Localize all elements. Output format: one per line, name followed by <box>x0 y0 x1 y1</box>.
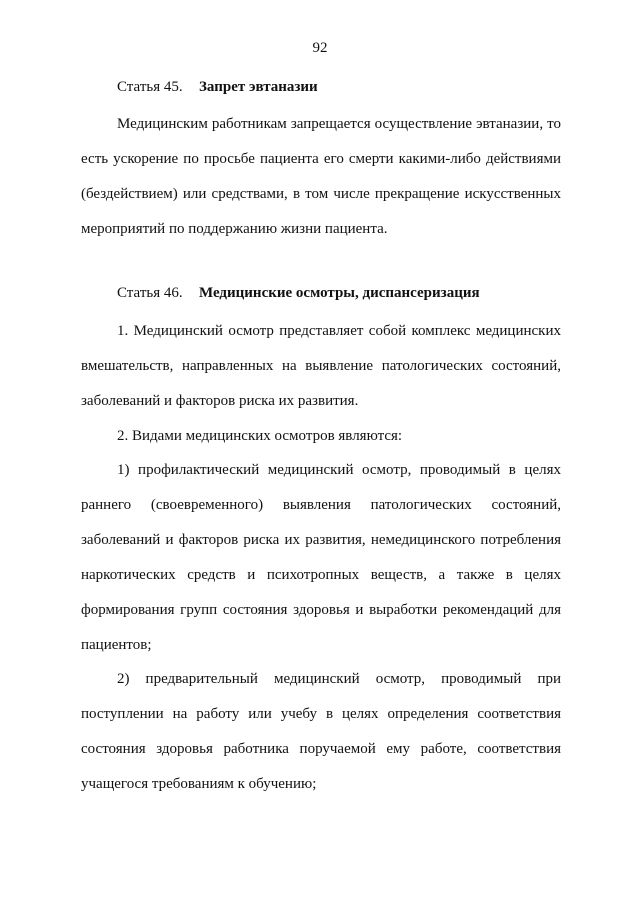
article-45-label: Статья 45. <box>117 79 183 95</box>
article-45-heading <box>117 79 318 96</box>
article-46-paragraph-1: 1. Медицинский осмотр представляет собой комплекс медицинских вмешательств, направленных на выявление патологических состояний, заболеваний и факторов риска их развития. <box>81 323 561 409</box>
article-46-paragraph-2: 2. Видами медицинских осмотров являются: <box>117 428 403 444</box>
article-45-paragraph-1: Медицинским работникам запрещается осуществление эвтаназии, то есть ускорение по просьбе пациента его смерти какими-либо действиями (бездействием) или средствами, в том числе прекращение искусственных мероприятий по поддержанию жизни пациента. <box>81 116 561 237</box>
page-number: 92 <box>312 40 328 56</box>
article-46-paragraph-3: 1) профилактический медицинский осмотр, проводимый в целях раннего (своевременного) выявления патологических состояний, заболеваний и факторов риска их развития, немедицинского потребления наркотических средств и психотропных веществ, а также в целях формирования групп состояния здоровья и выработки рекомендаций для пациентов; <box>81 462 561 653</box>
article-46-heading <box>117 285 480 302</box>
article-46-paragraph-4: 2) предварительный медицинский осмотр, проводимый при поступлении на работу или учебу в целях определения соответствия состояния здоровья работника поручаемой ему работе, соответствия учащегося требованиям к обучению; <box>81 671 561 792</box>
article-46-title: Медицинские осмотры, диспансеризация <box>199 285 480 301</box>
article-46-label: Статья 46. <box>117 285 183 301</box>
article-45-title: Запрет эвтаназии <box>199 79 318 95</box>
